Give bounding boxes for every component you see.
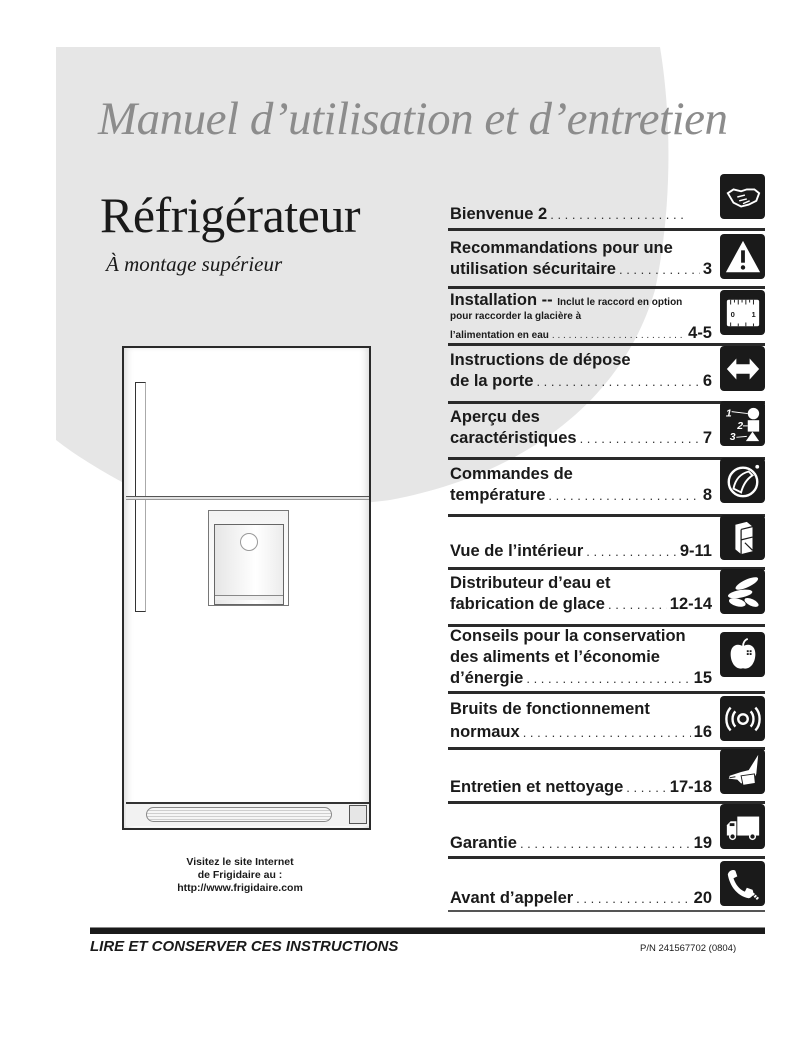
toc-entry-interieur[interactable]: Vue de l’intérieur . . . 9-11: [448, 513, 765, 566]
leader-dots: [536, 371, 699, 392]
leader-dots: [608, 594, 667, 615]
apple-icon: [720, 632, 765, 677]
toc-entry-distributeur[interactable]: Distributeur d’eau et fabrication de glace . . . 12-14: [448, 569, 765, 624]
leader-dots: [526, 668, 690, 689]
ruler-icon: [720, 290, 765, 335]
website-url[interactable]: http://www.frigidaire.com: [177, 882, 303, 894]
sound-waves-icon: [720, 696, 765, 741]
leader-dots: [548, 485, 699, 506]
leader-dots: [520, 833, 691, 854]
product-subtitle: À montage supérieur: [106, 252, 283, 276]
freezer-divider: [126, 496, 369, 500]
leader-dots: [580, 428, 700, 449]
toc-entry-conseils[interactable]: Conseils pour la conservation des aliments et l’économie d’énergie . . . 15: [448, 626, 765, 692]
toc-entry-installation[interactable]: Installation -- Inclut le raccord en option pour raccorder la glacière à l’alimentation en eau . . . 4-5 0 1: [448, 288, 765, 344]
website-line-2: de Frigidaire au :: [197, 869, 283, 881]
leader-dots: [550, 204, 685, 225]
toc-entry-bruits[interactable]: Bruits de fonctionnement normaux . . . 16: [448, 694, 765, 748]
footer-divider: [90, 927, 765, 934]
handshake-icon: [720, 174, 765, 219]
dispenser-recess: [214, 524, 284, 605]
manual-title: Manuel d’utilisation et d’entretien: [98, 93, 728, 145]
features-123-icon: [720, 401, 765, 446]
svg-text:2: 2: [736, 420, 743, 432]
drip-tray: [215, 595, 283, 600]
svg-text:0: 0: [730, 309, 735, 319]
part-number: P/N 241567702 (0804): [640, 943, 737, 954]
website-notice: [150, 856, 330, 895]
fridge-interior-icon: [720, 515, 765, 560]
svg-text:3: 3: [729, 431, 736, 443]
leader-dots: [523, 722, 691, 743]
grille: [146, 807, 332, 822]
water-dispenser: [208, 510, 289, 606]
website-line-1: Visitez le site Internet: [186, 856, 294, 868]
cleaning-hand-icon: [720, 749, 765, 794]
refrigerator-illustration: [122, 346, 371, 830]
leader-dots: [626, 777, 667, 798]
leader-dots: [576, 888, 690, 909]
leader-dots: [586, 541, 677, 562]
toc-entry-garantie[interactable]: Garantie . . . 19: [448, 804, 765, 856]
kick-plate: [126, 802, 369, 826]
toc-entry-bienvenue[interactable]: Bienvenue 2 . . .: [448, 174, 765, 227]
toc-entry-entretien[interactable]: Entretien et nettoyage . . . 17-18: [448, 749, 765, 801]
read-and-save-notice: LIRE ET CONSERVER CES INSTRUCTIONS: [90, 938, 399, 955]
phone-icon: [720, 861, 765, 906]
temperature-dial-icon: [720, 458, 765, 503]
ice-cubes-icon: [720, 569, 765, 614]
toc-entry-securite[interactable]: Recommandations pour une utilisation sécuritaire . . . 3: [448, 232, 765, 286]
double-arrow-icon: [720, 346, 765, 391]
svg-text:1: 1: [751, 309, 756, 319]
toc-entry-avant-appeler[interactable]: Avant d’appeler . . . 20: [448, 861, 765, 911]
product-title: Réfrigérateur: [100, 187, 361, 243]
service-truck-icon: [720, 804, 765, 849]
dispenser-paddle: [240, 533, 258, 551]
warning-icon: [720, 234, 765, 279]
toc-entry-apercu[interactable]: Aperçu des caractéristiques . . . 7 1 2 3: [448, 403, 765, 457]
toc-entry-commandes[interactable]: Commandes de température . . . 8: [448, 460, 765, 515]
leader-dots: [619, 259, 700, 280]
leveling-foot: [349, 805, 367, 824]
svg-text:1: 1: [725, 407, 732, 419]
toc-entry-porte[interactable]: Instructions de dépose de la porte . . . 6: [448, 346, 765, 401]
